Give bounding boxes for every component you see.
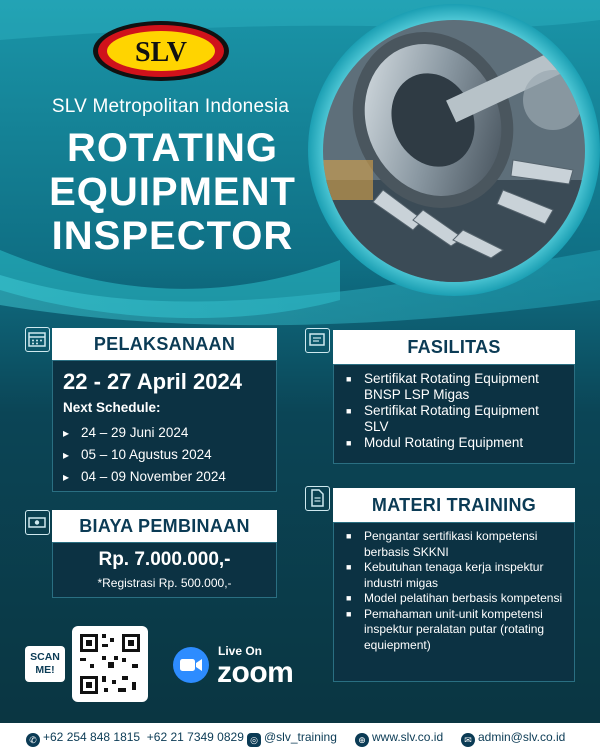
certificate-icon <box>305 328 330 353</box>
biaya-box <box>52 542 277 598</box>
slv-logo <box>91 19 231 83</box>
phone-1: +62 254 848 1815 <box>43 730 141 744</box>
pelaksanaan-box <box>52 360 277 492</box>
materi-list <box>346 529 568 653</box>
qr-code[interactable] <box>72 626 148 702</box>
biaya-heading: BIAYA PEMBINAAN <box>52 510 277 542</box>
title-line-2: EQUIPMENT <box>49 170 296 214</box>
schedule-item: ▸ 05 – 10 Agustus 2024 <box>63 444 276 466</box>
logo-text: SLV <box>135 37 187 68</box>
materi-item: ■ Pemahaman unit-unit kompetensi inspektur peralatan putar (rotating equiepment) <box>346 607 568 654</box>
instagram-icon: ◎ <box>247 733 261 747</box>
schedule-list <box>63 422 276 488</box>
price: Rp. 7.000.000,- <box>98 549 231 570</box>
zoom-brand: zoom <box>217 656 294 689</box>
instagram-handle: @slv_training <box>264 730 337 744</box>
footer-phones[interactable] <box>26 730 244 747</box>
footer-website[interactable] <box>355 730 443 747</box>
schedule-item: ▸ 24 – 29 Juni 2024 <box>63 422 276 444</box>
live-on-label: Live On <box>218 644 263 658</box>
document-icon <box>305 486 330 511</box>
registration-note: *Registrasi Rp. 500.000,- <box>97 576 232 590</box>
organization-name: SLV Metropolitan Indonesia <box>51 96 290 117</box>
schedule-item: ▸ 04 – 09 November 2024 <box>63 466 276 488</box>
materi-item: ■ Model pelatihan berbasis kompetensi <box>346 591 568 607</box>
fasilitas-item: ■ Modul Rotating Equipment <box>346 435 566 451</box>
email-address: admin@slv.co.id <box>478 730 566 744</box>
email-icon: ✉ <box>461 733 475 747</box>
scan-me-label <box>25 646 65 682</box>
pelaksanaan-heading: PELAKSANAAN <box>52 328 277 360</box>
materi-heading: MATERI TRAINING <box>333 488 575 522</box>
whatsapp-icon: ✆ <box>26 733 40 747</box>
title-line-1: ROTATING <box>67 126 278 170</box>
fasilitas-heading: FASILITAS <box>333 330 575 364</box>
next-schedule-label: Next Schedule: <box>63 400 161 415</box>
footer-email[interactable] <box>461 730 565 747</box>
calendar-icon <box>25 327 50 352</box>
fasilitas-list <box>346 371 566 451</box>
training-date: 22 - 27 April 2024 <box>63 369 242 394</box>
fasilitas-item: ■ Sertifikat Rotating Equipment SLV <box>346 403 566 435</box>
materi-item: ■ Kebutuhan tenaga kerja inspektur industri migas <box>346 560 568 591</box>
website-url: www.slv.co.id <box>372 730 444 744</box>
fasilitas-item: ■ Sertifikat Rotating Equipment BNSP LSP Migas <box>346 371 566 403</box>
title-line-3: INSPECTOR <box>51 214 294 258</box>
scan-label-line2: ME! <box>35 664 55 676</box>
money-icon <box>25 510 50 535</box>
globe-icon: ⊕ <box>355 733 369 747</box>
fasilitas-box <box>333 364 575 464</box>
footer-instagram[interactable] <box>247 730 337 747</box>
materi-box <box>333 522 575 682</box>
phone-2: +62 21 7349 0829 <box>146 730 244 744</box>
zoom-icon <box>172 646 210 684</box>
scan-label-line1: SCAN <box>30 651 60 663</box>
materi-item: ■ Pengantar sertifikasi kompetensi berbasis SKKNI <box>346 529 568 560</box>
turbine-photo <box>313 10 595 292</box>
